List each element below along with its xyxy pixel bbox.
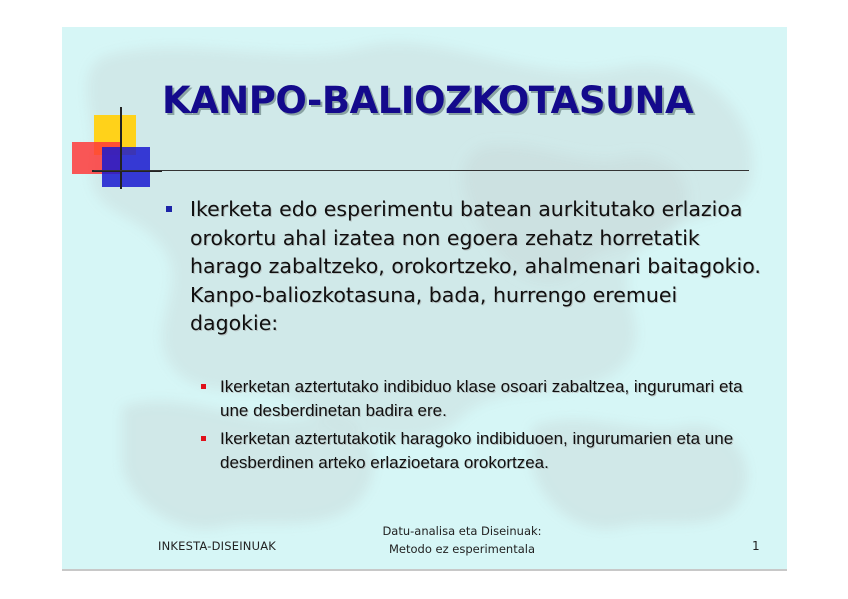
list-item [200,375,775,422]
main-bullet-text: Ikerketa edo esperimentu batean aurkitutako erlazioa orokortu ahal izatea non egoera zehatz horretatik harago zabaltzeko, orokortzeko, ahalmenari baitagokio. Kanpo-baliozkotasuna, bada, hurrengo eremuei dagokie: [190,197,761,335]
square-bullet-icon [201,384,206,389]
list-item [200,427,775,474]
deco-vertical-line [120,107,122,189]
deco-blue-square [102,147,150,187]
main-bullet-list [164,195,769,338]
list-item [164,195,769,338]
footer-center-line1: Datu-analisa eta Diseinuak: [382,524,542,538]
corner-decoration [62,27,202,217]
footer-center-text [342,522,582,558]
square-bullet-icon [201,436,206,441]
footer-center-line2: Metodo ez esperimentala [388,542,536,556]
sub-bullet-list [200,375,775,479]
title-divider [94,170,749,171]
slide-title: KANPO-BALIOZKOTASUNA [162,79,694,122]
footer-left-text: INKESTA-DISEINUAK [158,539,277,553]
page-number: 1 [752,539,760,553]
sub-bullet-text: Ikerketan aztertutako indibiduo klase osoari zabaltzea, ingurumari eta une desberdinetan badira ere. [220,377,743,420]
slide [62,27,787,569]
square-bullet-icon [166,206,172,212]
sub-bullet-text: Ikerketan aztertutakotik haragoko indibiduoen, ingurumarien eta une desberdinen arteko erlazioetara orokortzea. [220,429,734,472]
